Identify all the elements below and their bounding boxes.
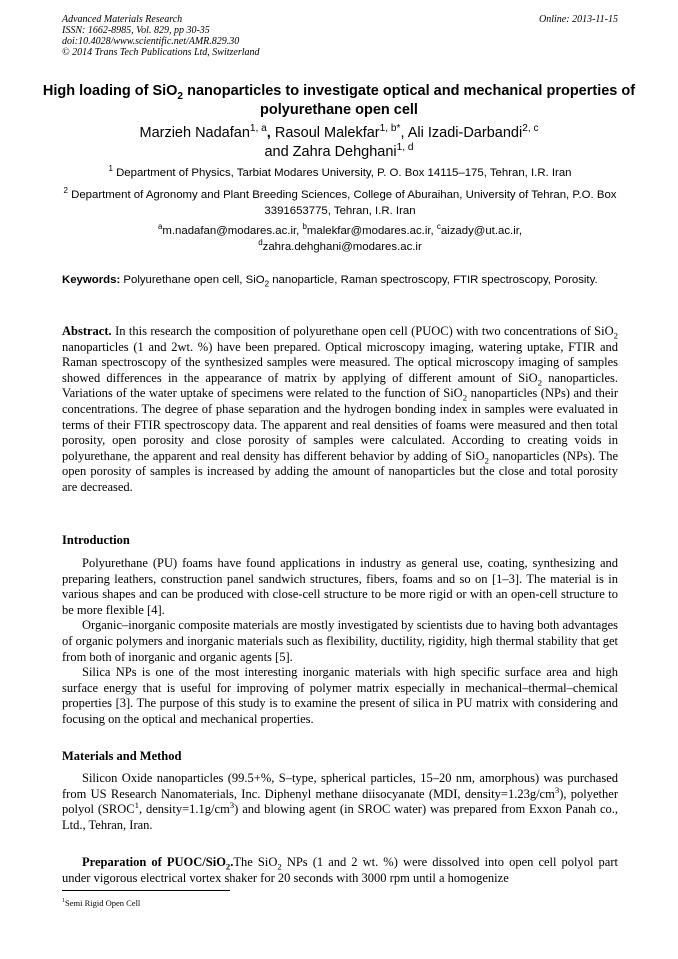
abstract-label: Abstract. [62, 324, 112, 338]
doi-line: doi:10.4028/www.scientific.net/AMR.829.30 [62, 36, 240, 47]
abstract: Abstract. In this research the composition of polyurethane open cell (PUOC) with two concentrations of SiO$_2$ nanoparticles (1 and 2wt. %) have been prepared. Optical microscopy imaging, watering uptake, FTIR and Raman spectroscopy of the synthesized samples were measured. The optical microscopy imaging of samples showed differences in the appearance of matrix by applying of different amount of SiO$_2$ nanoparticles. Variations of the water uptake of specimens were related to the function of SiO$_2$ nanoparticles (NPs) and their concentrations. The degree of phase separation and the hydrogen bonding index in samples were evaluated in terms of their FTIR spectroscopy data. The apparent and real densities of foams were measured and then total porosity, open porosity and close porosity of samples were calculated. According to creating voids in polyurethane, the apparent and real density has different behavior by adding of SiO$_2$ nanoparticles (NPs). The open porosity of samples is increased by adding the amount of nanoparticles but the close and total porosity are decreased. [62, 324, 619, 494]
paragraph: Silicon Oxide nanoparticles (99.5+%, S–type, spherical particles, 15–20 nm, amorphous) was purchased from US Research Nanomaterials, Inc. Diphenyl methane diisocyanate (MDI, $density=1.23g/cm^3$), polyether polyol (SROC$^1$, $density=1.1g/cm^3$) and blowing agent (in SROC water) was prepared from Exxon Panah co., Ltd., Tehran, Iran. [62, 771, 619, 832]
affiliation-2: $^2$ Department of Agronomy and Plant Breeding Sciences, College of Aburaihan, University of Tehran, P.O. Box 3391653775, Tehran, I.R. Iran [63, 186, 617, 217]
author-name: and Zahra Dehghani [264, 144, 397, 160]
author-emails: $^a$m.nadafan@modares.ac.ir, $^b$malekfar@modares.ac.ir, $^c$aizady@ut.ac.ir, $^d$zahra.dehghani@modares.ac.ir [157, 222, 523, 253]
introduction-body [62, 556, 618, 728]
footnote: $^1$Semi Rigid Open Cell [62, 898, 141, 908]
paper-title: High loading of SiO$_2$ nanoparticles to investigate optical and mechanical properties of polyurethane open cell [42, 83, 636, 118]
author-list: Marzieh Nadafan$^{1, a}$, Rasoul Malekfar$^{1, b*}$, Ali Izadi-Darbandi$^{2, c}$ and Zahra Dehghani$^{1, d}$ [139, 123, 539, 160]
affiliation-1: $^1$ Department of Physics, Tarbiat Modares University, P. O. Box 14115–175, Tehran, I.R. Iran [108, 164, 572, 179]
author-name: Ali Izadi-Darbandi [407, 125, 523, 141]
copyright-line: © 2014 Trans Tech Publications Ltd, Switzerland [62, 47, 260, 58]
methods-body [62, 771, 618, 833]
author-name: Rasoul Malekfar [274, 125, 380, 141]
journal-name: Advanced Materials Research [62, 14, 183, 25]
section-heading-introduction: Introduction [62, 533, 130, 547]
author-name: Marzieh Nadafan [139, 125, 250, 141]
keywords: Keywords: Polyurethane open cell, SiO$_2$ nanoparticle, Raman spectroscopy, FTIR spectroscopy, Porosity. [62, 274, 598, 289]
online-date: Online: 2013-11-15 [539, 14, 618, 25]
issn-line: ISSN: 1662-8985, Vol. 829, pp 30-35 [62, 25, 210, 36]
paragraph: Organic–inorganic composite materials are mostly investigated by scientists due to having both advantages of organic polymers and inorganic materials such as flexibility, ductility, rigidity, high thermal stability that get from both of inorganic and organic agents [5]. [62, 618, 618, 664]
preparation-paragraph: Preparation of PUOC/SiO$_2$.The SiO$_2$ NPs (1 and 2 wt. %) were dissolved into open cell polyol part under vigorous electrical vortex shaker for 20 seconds with 3000 rpm until a homogenize [62, 855, 618, 885]
paragraph: Polyurethane (PU) foams have found applications in industry as general use, coating, synthesizing and preparing leathers, construction panel sandwich structures, fibers, foams and so on [1–3]. The material is in various shapes and can be produced with close-cell structure to be more rigid or with an open-cell structure to be more flexible [4]. [62, 556, 618, 617]
section-heading-methods: Materials and Method [62, 749, 182, 763]
paragraph: Silica NPs is one of the most interesting inorganic materials with high specific surface area and high surface energy that is useful for improving of polymer matrix especially in mechanical–thermal–chemical properties [3]. The purpose of this study is to examine the present of silica in PU matrix with considering and focusing on the optical and mechanical properties. [62, 665, 618, 726]
keywords-label: Keywords: [62, 274, 121, 286]
subsection-label: Preparation of PUOC/SiO$_2$. [82, 855, 234, 872]
running-header [62, 14, 618, 58]
footnote-rule [62, 890, 230, 891]
